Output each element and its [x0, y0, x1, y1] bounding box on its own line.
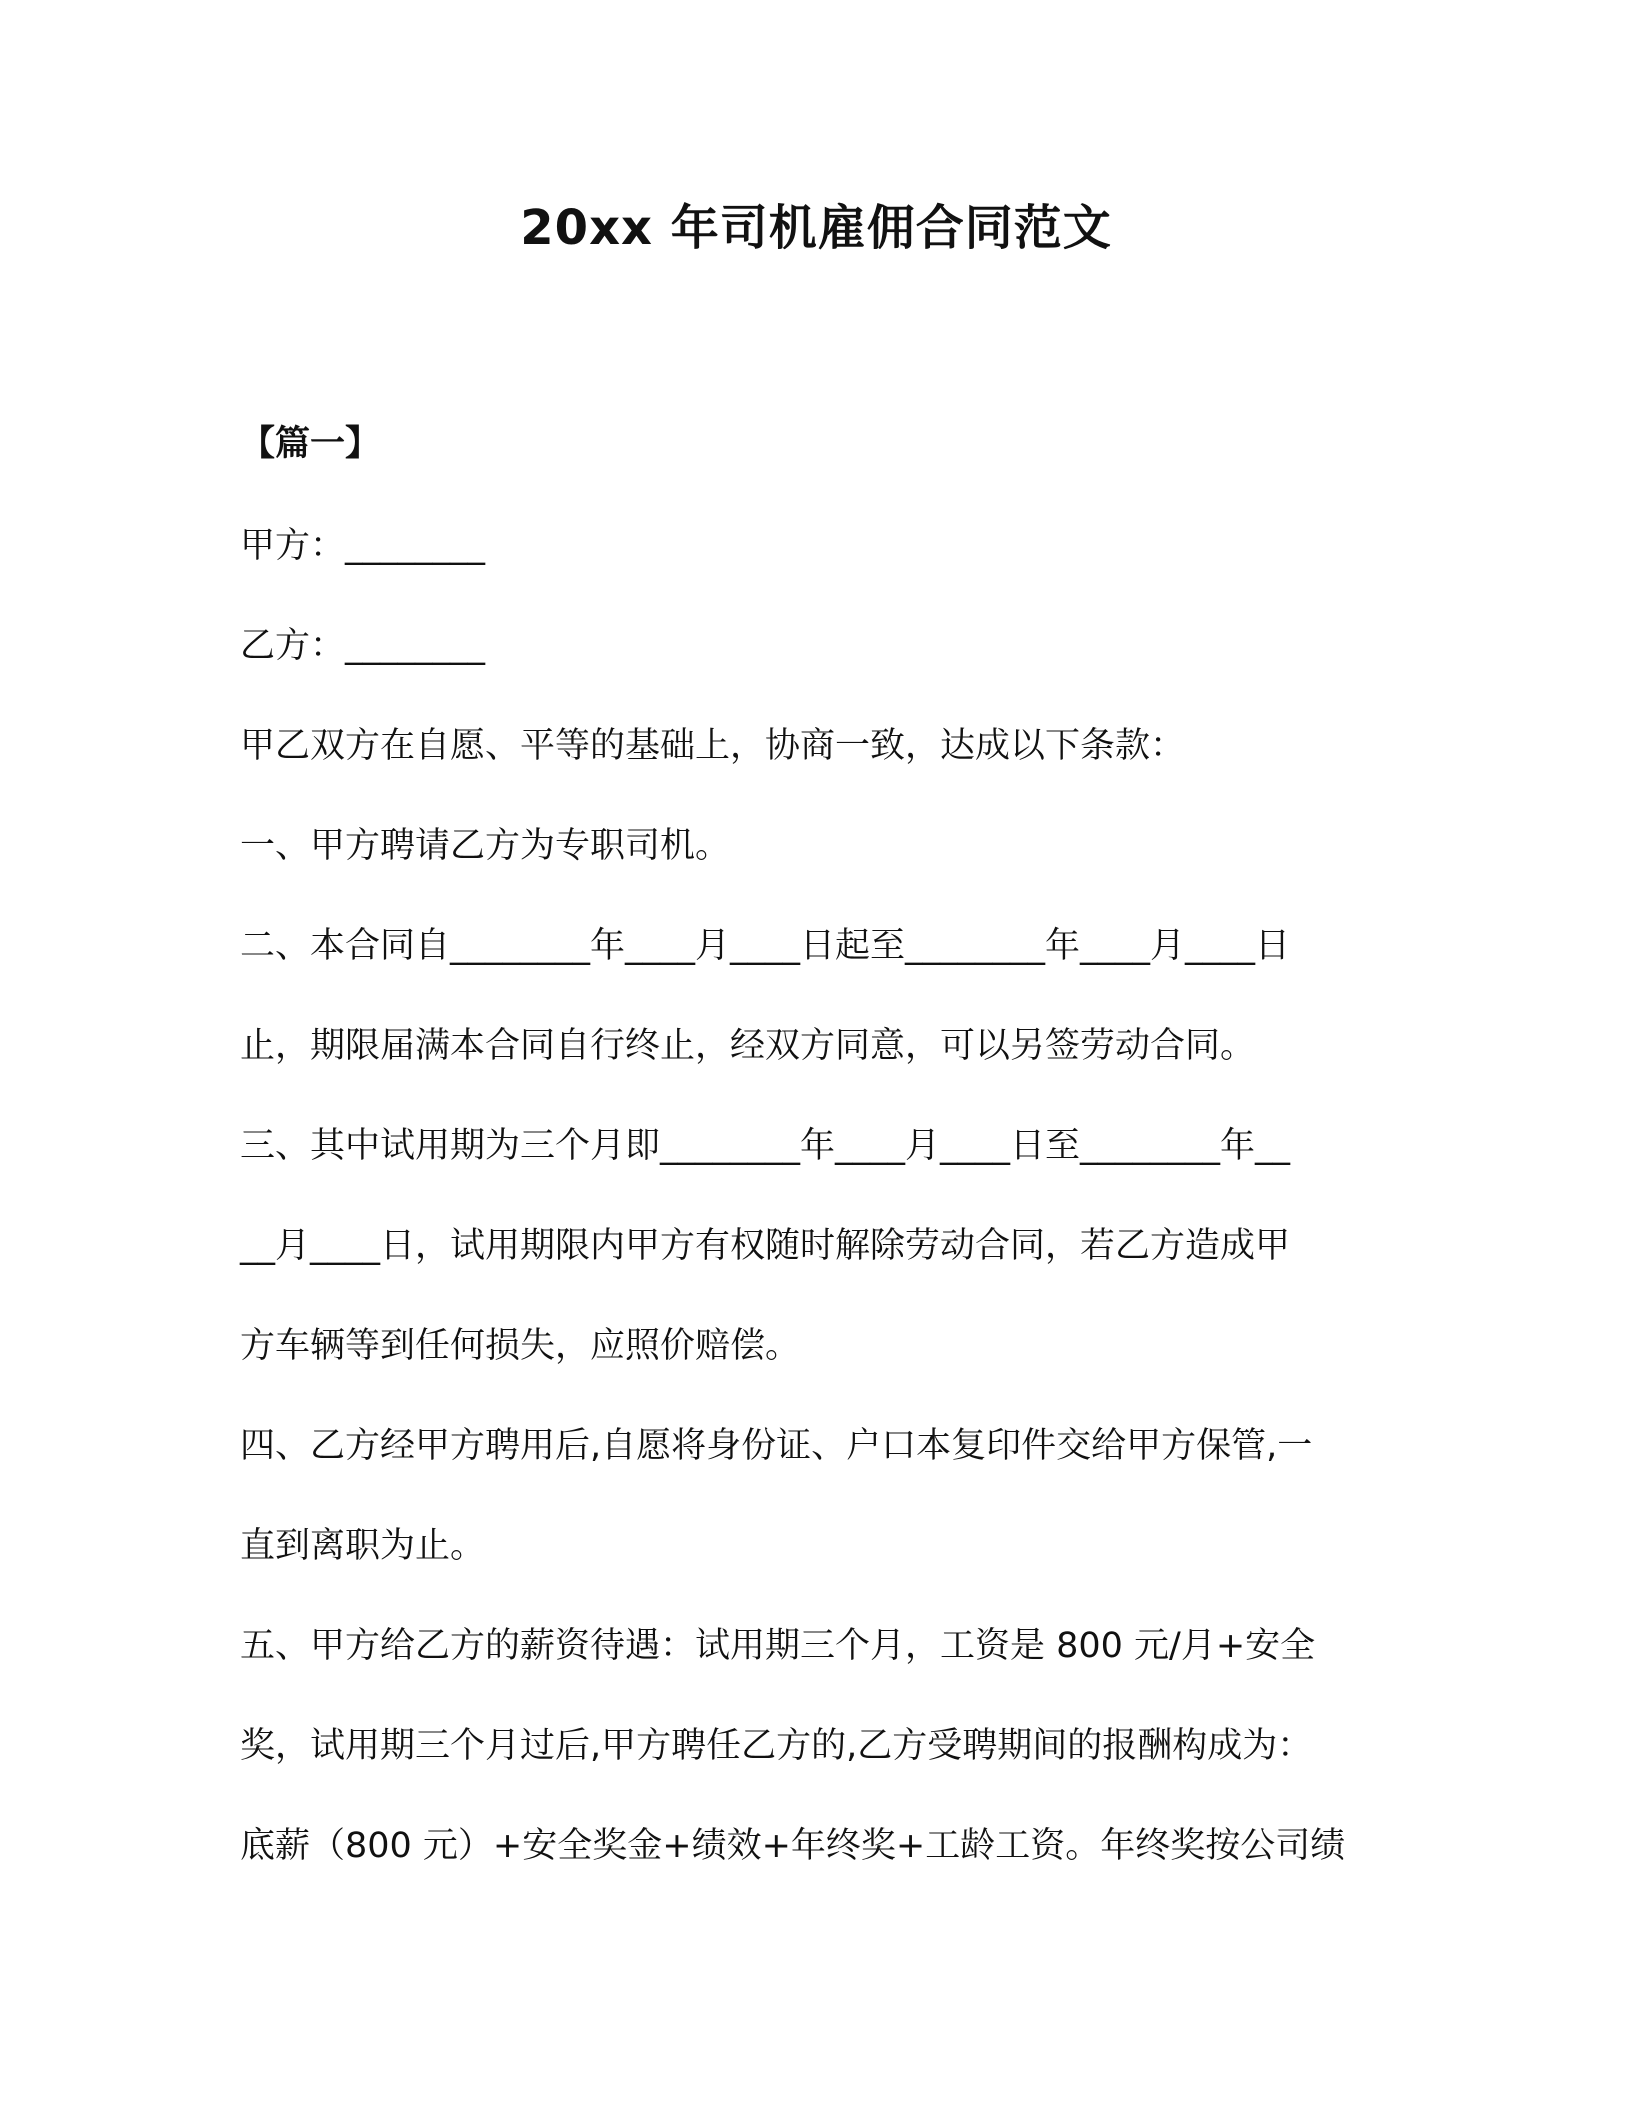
- clause-4-line-2: 直到离职为止。: [240, 1526, 486, 1566]
- party-a-line: 甲方：________: [240, 526, 486, 566]
- agreement-intro-line: 甲乙双方在自愿、平等的基础上，协商一致，达成以下条款：: [240, 726, 1186, 766]
- section-heading: 【篇一】: [240, 424, 381, 464]
- clause-3-line-3: 方车辆等到任何损失，应照价赔偿。: [240, 1326, 801, 1366]
- clause-5-line-3: 底薪（800 元）+安全奖金+绩效+年终奖+工龄工资。年终奖按公司绩: [240, 1826, 1346, 1866]
- clause-5-line-1: 五、甲方给乙方的薪资待遇：试用期三个月，工资是 800 元/月+安全: [240, 1626, 1316, 1666]
- clause-1-line: 一、甲方聘请乙方为专职司机。: [240, 826, 731, 866]
- clause-5-line-2: 奖，试用期三个月过后,甲方聘任乙方的,乙方受聘期间的报酬构成为：: [240, 1726, 1313, 1766]
- clause-3-line-2: __月____日，试用期限内甲方有权随时解除劳动合同，若乙方造成甲: [240, 1226, 1291, 1266]
- clause-4-line-1: 四、乙方经甲方聘用后,自愿将身份证、户口本复印件交给甲方保管,一: [240, 1426, 1313, 1466]
- party-b-line: 乙方：________: [240, 626, 486, 666]
- document-title: 20xx 年司机雇佣合同范文: [520, 200, 1112, 256]
- clause-2-line-1: 二、本合同自________年____月____日起至________年____月____日: [240, 926, 1291, 966]
- clause-2-line-2: 止，期限届满本合同自行终止，经双方同意，可以另签劳动合同。: [240, 1026, 1256, 1066]
- clause-3-line-1: 三、其中试用期为三个月即________年____月____日至________年__: [240, 1126, 1291, 1166]
